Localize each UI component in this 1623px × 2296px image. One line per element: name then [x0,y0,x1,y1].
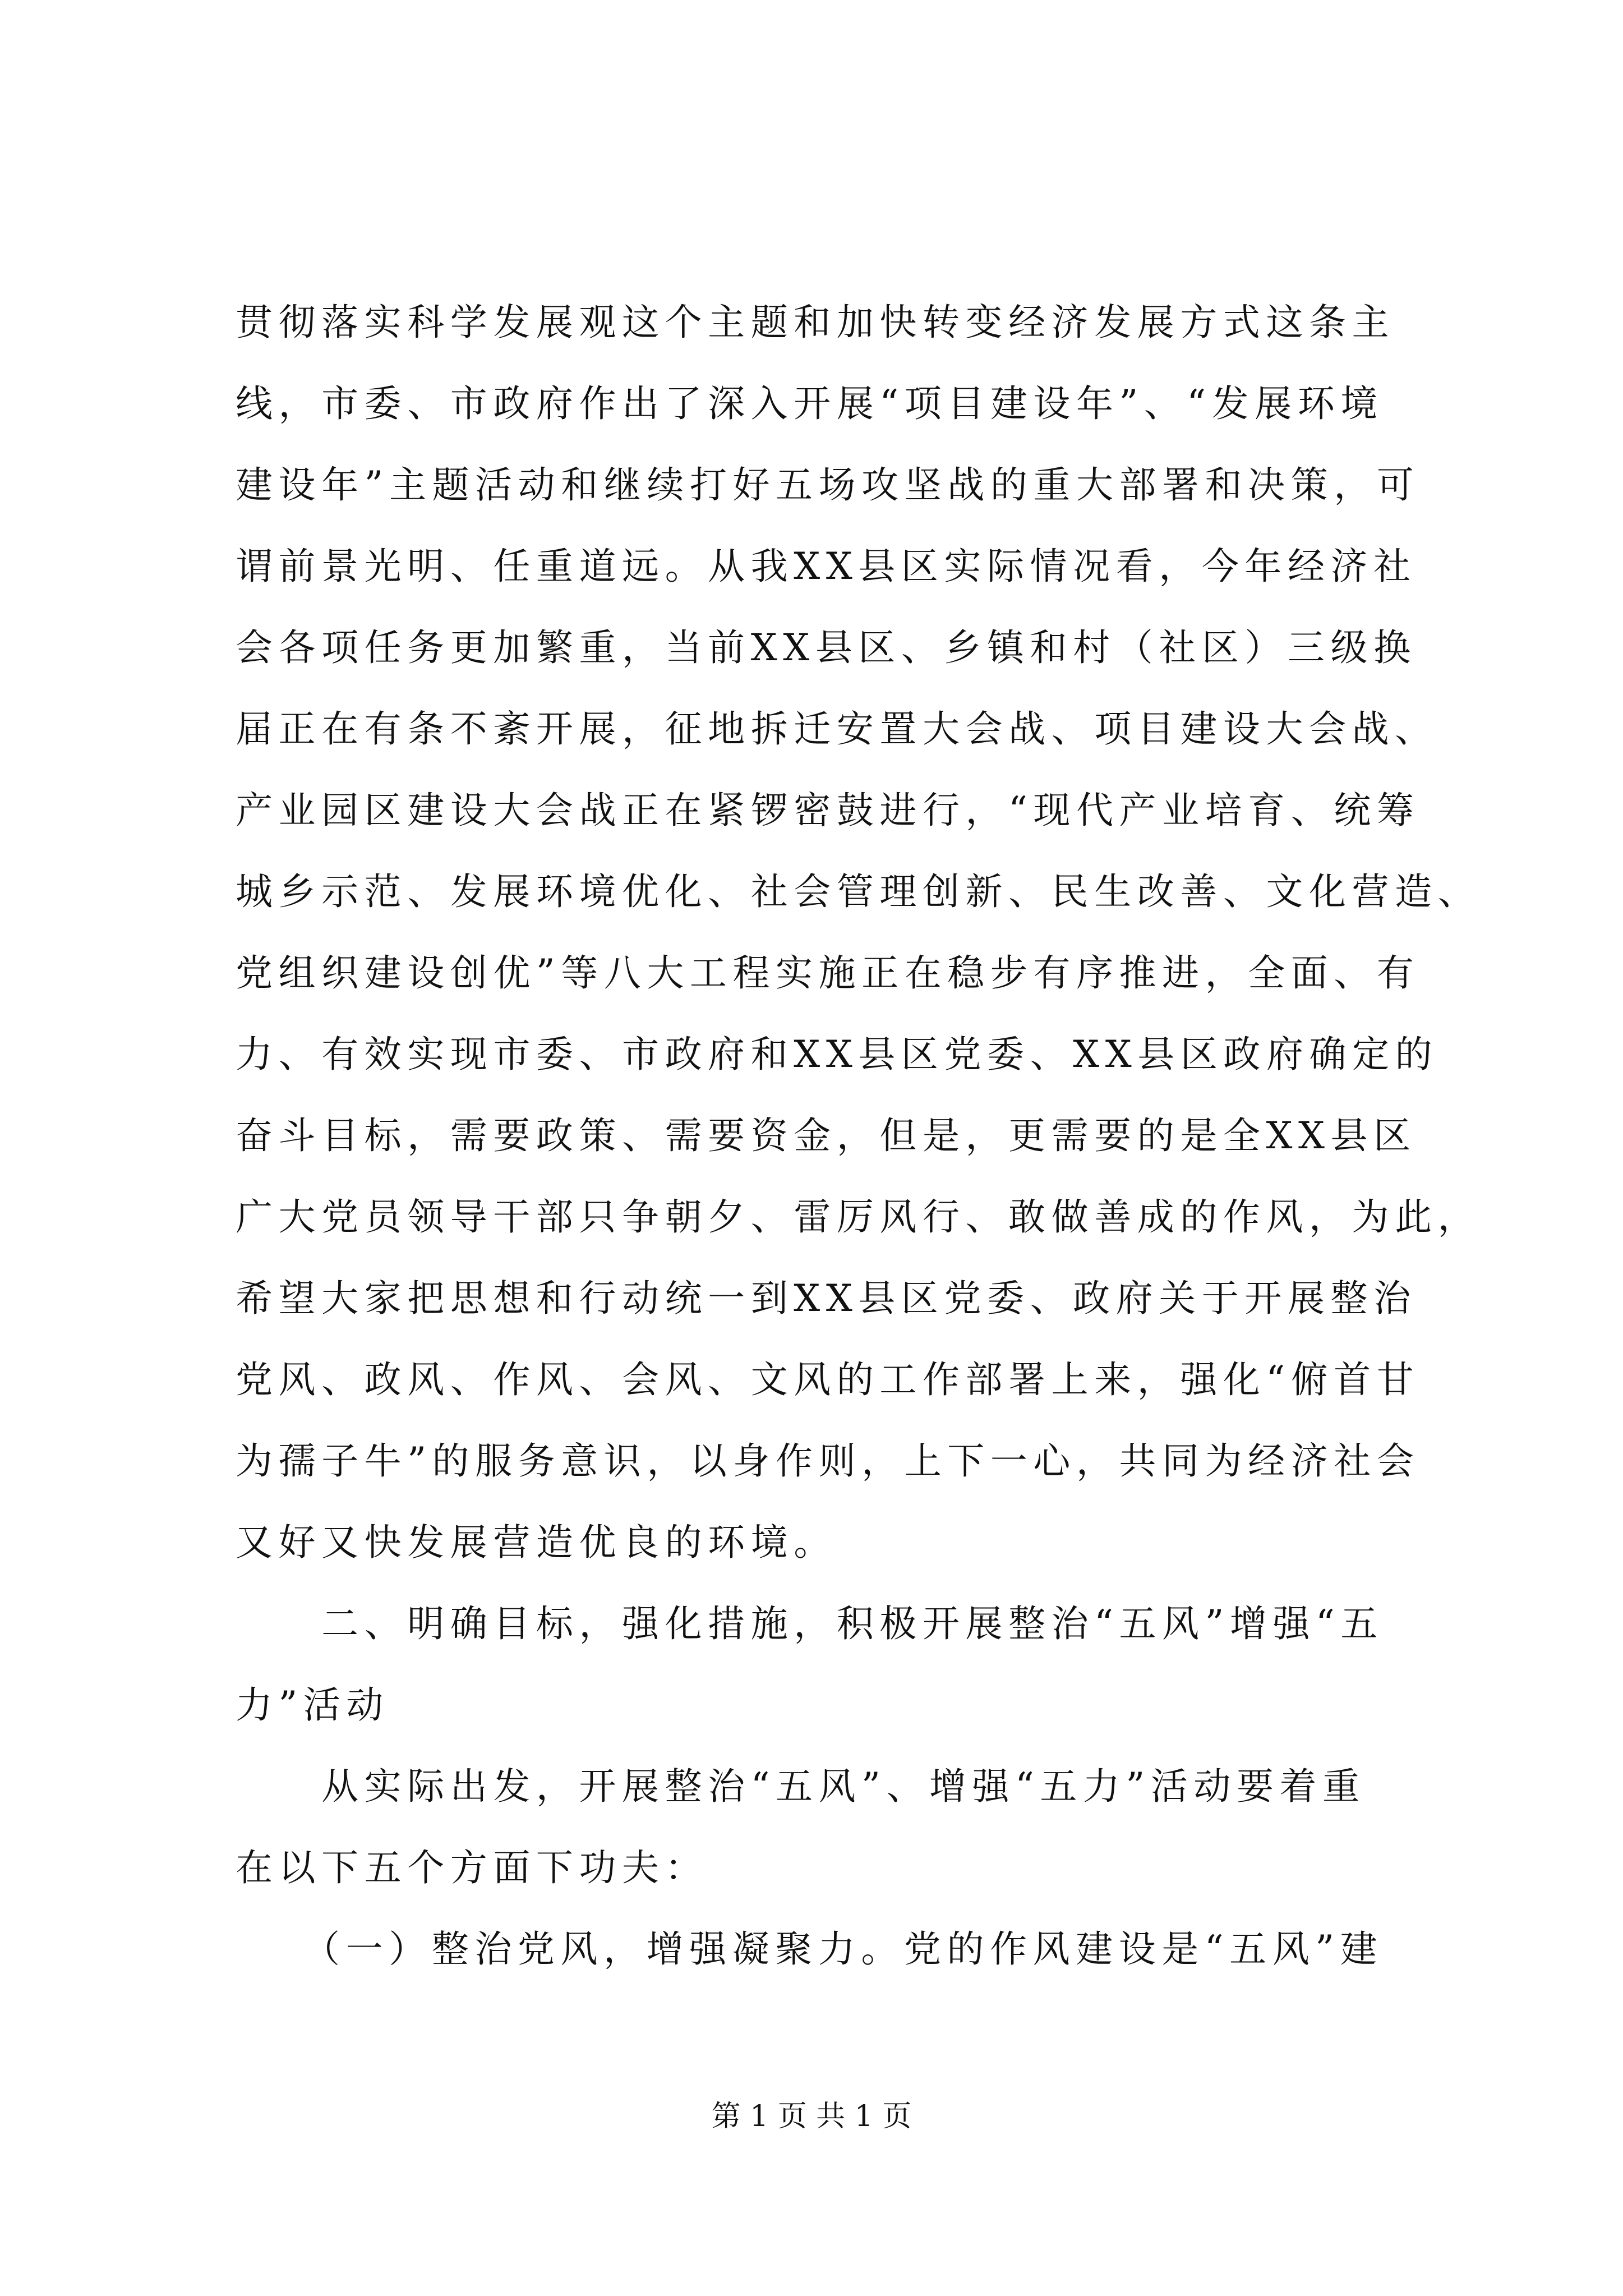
section-heading-line: 力”活动 [236,1683,389,1727]
text-line: 党风、政风、作风、会风、文风的工作部署上来，强化“俯首甘 [236,1358,1420,1401]
text-line: 广大党员领导干部只争朝夕、雷厉风行、敢做善成的作风，为此， [236,1195,1481,1239]
subsection-line: （一）整治党风，增强凝聚力。党的作风建设是“五风”建 [236,1927,1384,1971]
text-line: 会各项任务更加繁重，当前XX县区、乡镇和村（社区）三级换 [236,626,1417,669]
text-line: 希望大家把思想和行动统一到XX县区党委、政府关于开展整治 [236,1277,1417,1320]
text-line: 建设年”主题活动和继续打好五场攻坚战的重大部署和决策，可 [236,463,1420,507]
text-line: 从实际出发，开展整治“五风”、增强“五力”活动要着重 [236,1765,1366,1808]
text-line: 力、有效实现市委、市政府和XX县区党委、XX县区政府确定的 [236,1033,1438,1076]
text-line: 届正在有条不紊开展，征地拆迁安置大会战、项目建设大会战、 [236,707,1438,751]
text-line: 又好又快发展营造优良的环境。 [236,1521,837,1564]
text-line: 党组织建设创优”等八大工程实施正在稳步有序推进，全面、有 [236,951,1420,995]
text-line: 奋斗目标，需要政策、需要资金，但是，更需要的是全XX县区 [236,1114,1417,1157]
text-line: 产业园区建设大会战正在紧锣密鼓进行，“现代产业培育、统筹 [236,789,1420,832]
text-line: 在以下五个方面下功夫： [236,1846,708,1889]
text-line: 为孺子牛”的服务意识，以身作则，上下一心，共同为经济社会 [236,1439,1420,1483]
text-line: 谓前景光明、任重道远。从我XX县区实际情况看，今年经济社 [236,545,1417,588]
text-line: 线，市委、市政府作出了深入开展“项目建设年”、“发展环境 [236,382,1384,425]
text-line: 贯彻落实科学发展观这个主题和加快转变经济发展方式这条主 [236,301,1395,344]
text-line: 城乡示范、发展环境优化、社会管理创新、民生改善、文化营造、 [236,870,1481,913]
section-heading-line: 二、明确目标，强化措施，积极开展整治“五风”增强“五 [236,1602,1384,1645]
page-number-footer: 第 1 页 共 1 页 [711,2100,912,2133]
